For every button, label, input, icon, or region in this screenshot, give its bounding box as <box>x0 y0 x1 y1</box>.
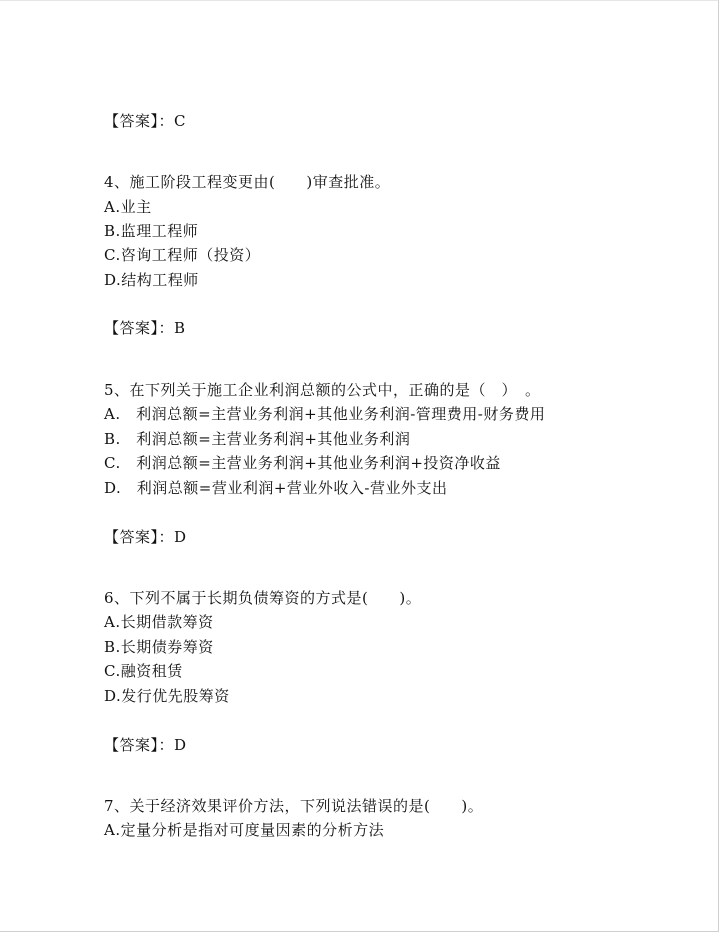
answer-label: 【答案】：B <box>104 319 186 337</box>
question-6-option-d: D.发行优先股筹资 <box>104 687 230 705</box>
question-7-option-a: A.定量分析是指对可度量因素的分析方法 <box>104 821 385 839</box>
question-6-option-a: A.长期借款筹资 <box>104 613 214 631</box>
question-4-stem: 4、施工阶段工程变更由( )审查批准。 <box>104 173 391 191</box>
question-7-stem: 7、关于经济效果评价方法，下列说法错误的是( )。 <box>104 797 484 815</box>
question-4-option-a: A.业主 <box>104 198 152 216</box>
question-6-option-b: B.长期债券筹资 <box>104 638 214 656</box>
question-6-stem: 6、下列不属于长期负债筹资的方式是( )。 <box>104 589 422 607</box>
question-4-option-d: D.结构工程师 <box>104 271 199 289</box>
answer-label: 【答案】：D <box>104 736 187 754</box>
question-4-option-b: B.监理工程师 <box>104 222 199 240</box>
question-5-option-b: B. 利润总额=主营业务利润+其他业务利润 <box>104 430 411 448</box>
question-5-option-d: D. 利润总额=营业利润+营业外收入-营业外支出 <box>104 479 448 497</box>
question-5-option-a: A. 利润总额=主营业务利润+其他业务利润-管理费用-财务费用 <box>104 405 546 423</box>
question-4-option-c: C.咨询工程师（投资） <box>104 246 261 264</box>
question-6-option-c: C.融资租赁 <box>104 662 183 680</box>
question-5-stem: 5、在下列关于施工企业利润总额的公式中，正确的是（ ） 。 <box>104 381 541 399</box>
answer-label: 【答案】：D <box>104 528 187 546</box>
answer-label: 【答案】：C <box>104 112 186 130</box>
question-5-option-c: C. 利润总额=主营业务利润+其他业务利润+投资净收益 <box>104 454 501 472</box>
